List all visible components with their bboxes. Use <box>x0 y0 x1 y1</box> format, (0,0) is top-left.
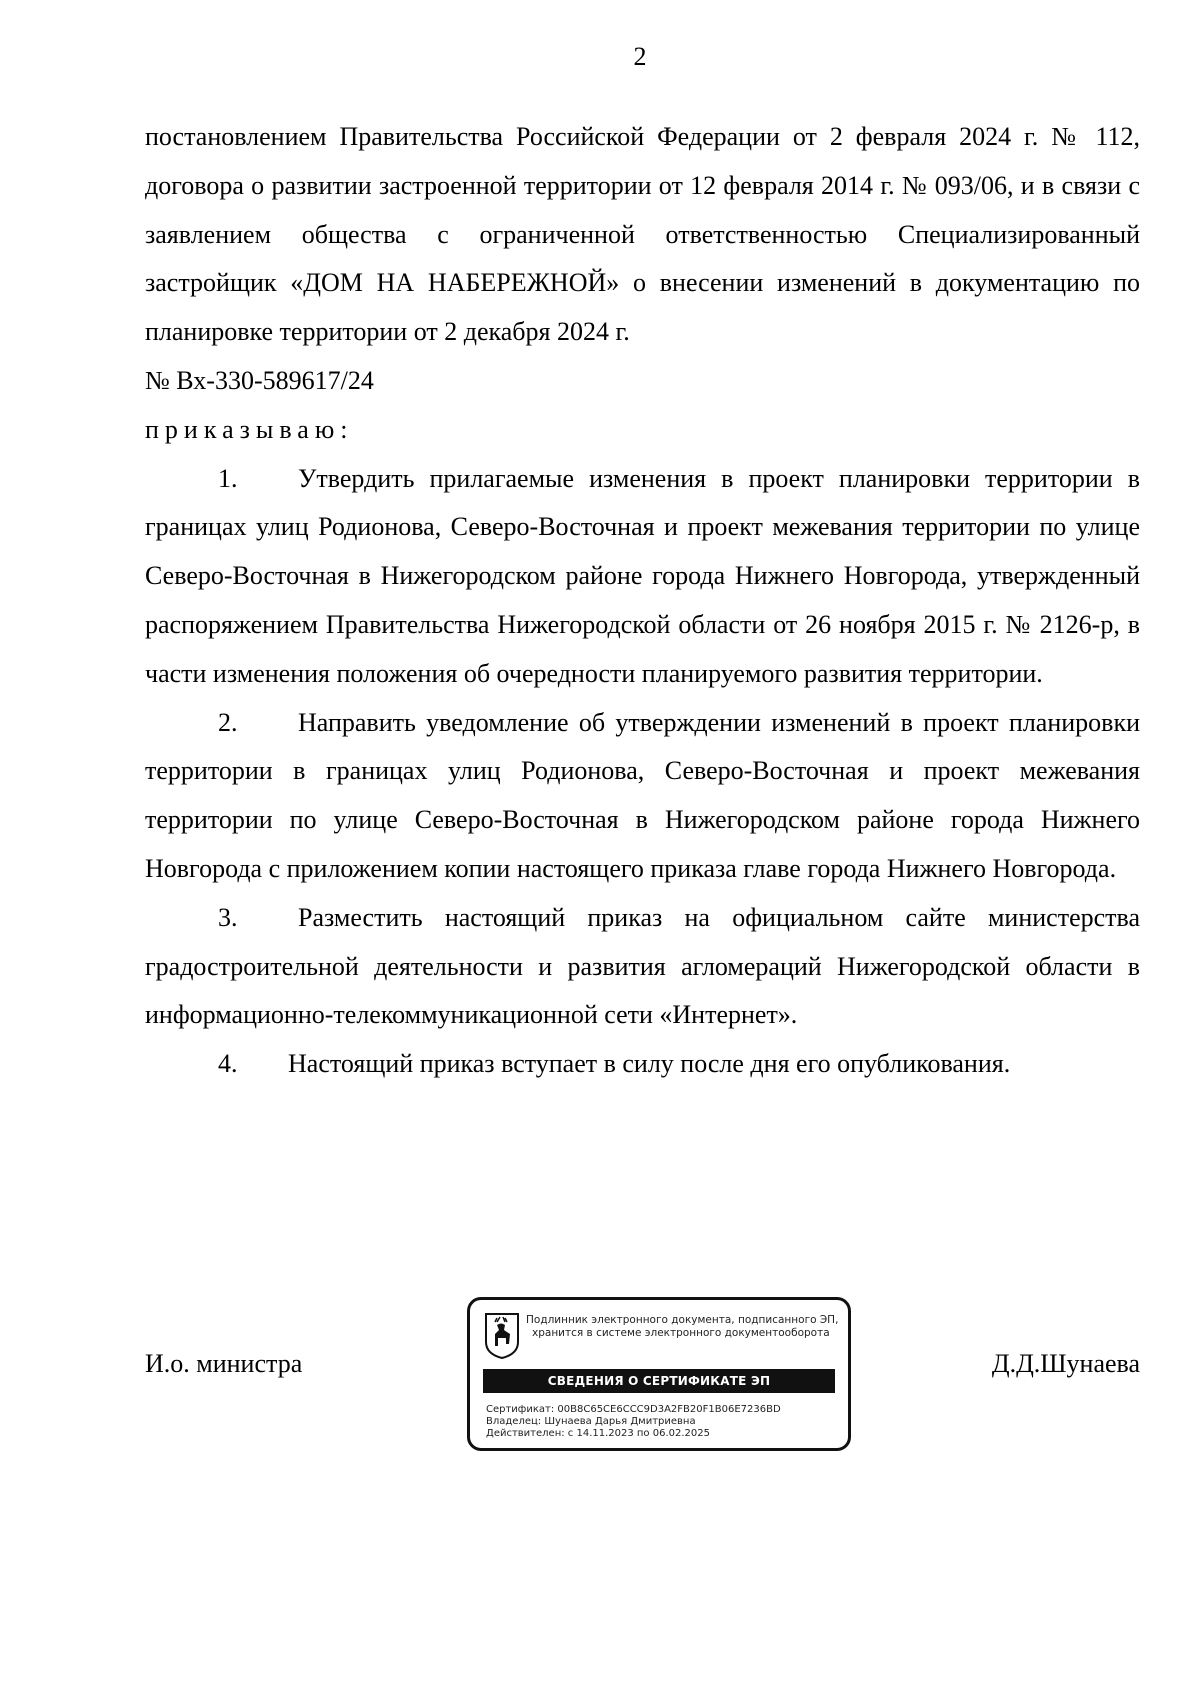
stamp-valid: Действителен: с 14.11.2023 по 06.02.2025 <box>486 1428 710 1439</box>
signer-position: И.о. министра <box>145 1349 303 1378</box>
stamp-header-line: хранится в системе электронного документооборота <box>532 1327 830 1339</box>
order-item-text: Настоящий приказ вступает в силу после дня его опубликования. <box>288 1049 1011 1079</box>
intro-line: изменений в документацию по планировке территории от 2 декабря 2024 г. <box>145 268 1140 347</box>
order-item <box>145 1040 1140 1089</box>
order-item <box>145 455 1140 699</box>
deer-emblem-icon <box>483 1312 521 1360</box>
order-item-number: 2. <box>218 707 238 737</box>
intro-line: № 093/06, и в связи с заявлением общества с ограниченной ответственностью <box>145 170 1140 249</box>
page-number: 2 <box>633 42 647 71</box>
order-item <box>145 894 1140 1040</box>
stamp-title-bar: СВЕДЕНИЯ О СЕРТИФИКАТЕ ЭП <box>483 1369 835 1393</box>
intro-line: № 112, договора о развитии застроенной территории от 12 февраля 2014 г. <box>145 122 1140 200</box>
signature-block <box>0 1297 1200 1457</box>
stamp-certificate: Сертификат: 00B8C65CE6CCC9D3A2FB20F1B06E7236BD <box>486 1404 781 1415</box>
order-item-text: Утвердить прилагаемые изменения в проект планировки территории в границах улиц Родионова, Северо-Восточная и проект межевания территории по улице Северо-Восточная в Нижегородском районе города Нижнего Новгорода, утвержденный распоряжением Правительства Нижегородской области от 26 ноября 2015 г. № 2126-р, в части изменения положения об очередности планируемого развития территории. <box>145 463 1140 688</box>
intro-line: постановлением Правительства Российской Федерации от 2 февраля 2024 г. <box>145 122 1039 151</box>
intro-line: № Вх-330-589617/24 <box>145 365 374 395</box>
order-item-number: 1. <box>218 463 238 493</box>
electronic-signature-stamp <box>467 1297 851 1451</box>
stamp-details <box>486 1404 781 1440</box>
order-item-number: 3. <box>218 902 238 932</box>
order-item <box>145 699 1140 894</box>
order-item-text: Разместить настоящий приказ на официальном сайте министерства градостроительной деятельности и развития агломераций Нижегородской области в информационно-телекоммуникационной сети «Интернет». <box>145 902 1140 1030</box>
order-item-text: Направить уведомление об утверждении изменений в проект планировки территории в границах улиц Родионова, Северо-Восточная и проект межевания территории по улице Северо-Восточная в Нижегородском районе города Нижнего Новгорода с приложением копии настоящего приказа главе города Нижнего Новгорода. <box>145 707 1140 883</box>
intro-paragraph <box>145 113 1140 406</box>
order-word: приказываю: <box>145 414 354 444</box>
stamp-header-line: Подлинник электронного документа, подписанного ЭП, <box>526 1314 839 1326</box>
stamp-owner: Владелец: Шунаева Дарья Дмитриевна <box>486 1416 696 1427</box>
document-body <box>145 113 1140 1089</box>
intro-line: Специализированный застройщик «ДОМ НА НАБЕРЕЖНОЙ» о внесении <box>145 219 1141 298</box>
signer-name: Д.Д.Шунаева <box>991 1349 1140 1378</box>
stamp-header <box>526 1314 846 1340</box>
order-item-number: 4. <box>218 1049 238 1079</box>
